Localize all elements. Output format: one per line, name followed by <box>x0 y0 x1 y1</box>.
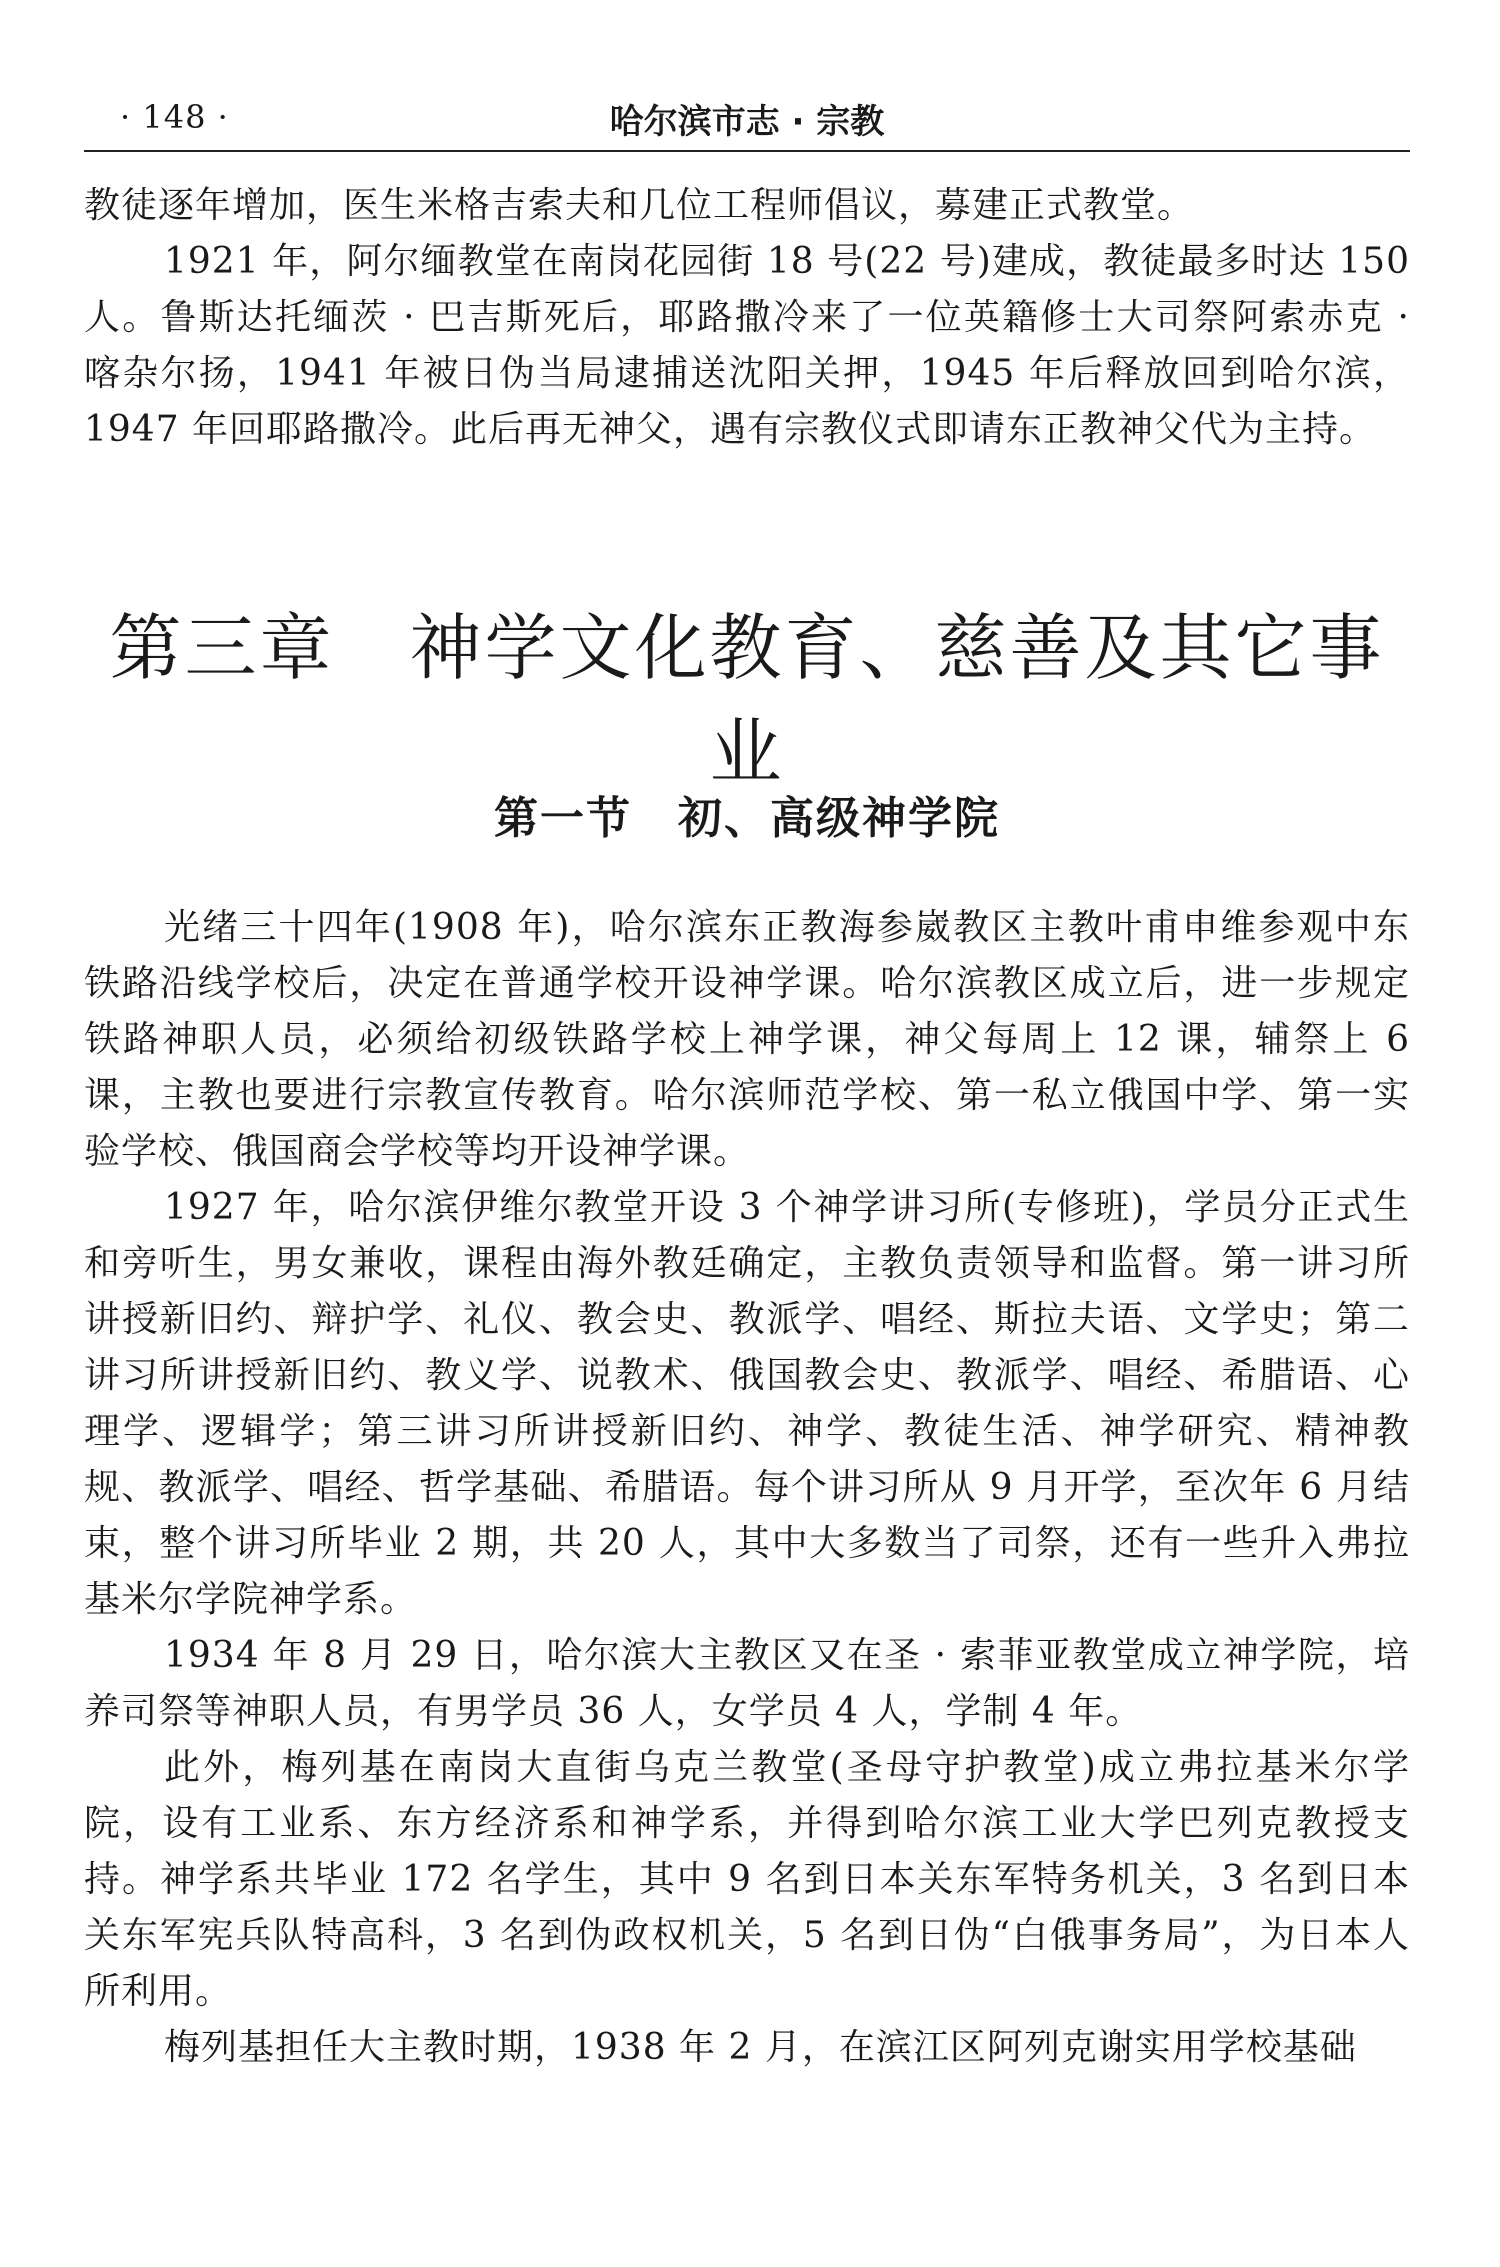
running-title: 哈尔滨市志 · 宗教 <box>609 102 885 142</box>
paragraph: 教徒逐年增加，医生米格吉索夫和几位工程师倡议，募建正式教堂。 <box>84 185 1195 226</box>
paragraph: 1921 年，阿尔缅教堂在南岗花园街 18 号(22 号)建成，教徒最多时达 150 人。鲁斯达托缅茨 · 巴吉斯死后，耶路撒冷来了一位英籍修士大司祭阿索赤克 · 喀杂尔扬，1941 年被日伪当局逮捕送沈阳关押，1945 年后释放回到哈尔滨，1947 年回耶路撒冷。此后再无神父，遇有宗教仪式即请东正教神父代为主持。 <box>84 241 1410 450</box>
paragraph: 光绪三十四年(1908 年)，哈尔滨东正教海参崴教区主教叶甫申维参观中东铁路沿线学校后，决定在普通学校开设神学课。哈尔滨教区成立后，进一步规定铁路神职人员，必须给初级铁路学校上神学课，神父每周上 12 课，辅祭上 6 课，主教也要进行宗教宣传教育。哈尔滨师范学校、第一私立俄国中学、第一实验学校、俄国商会学校等均开设神学课。 <box>84 907 1410 1172</box>
section-text-block <box>84 900 1410 2076</box>
chapter-title: 第三章 神学文化教育、慈善及其它事业 <box>109 606 1385 794</box>
paragraph: 1934 年 8 月 29 日，哈尔滨大主教区又在圣 · 索菲亚教堂成立神学院，培养司祭等神职人员，有男学员 36 人，女学员 4 人，学制 4 年。 <box>84 1635 1410 1732</box>
header-rule <box>84 150 1410 152</box>
intro-text-block <box>84 178 1410 458</box>
paragraph: 1927 年，哈尔滨伊维尔教堂开设 3 个神学讲习所(专修班)，学员分正式生和旁听生，男女兼收，课程由海外教廷确定，主教负责领导和监督。第一讲习所讲授新旧约、辩护学、礼仪、教会史、教派学、唱经、斯拉夫语、文学史；第二讲习所讲授新旧约、教义学、说教术、俄国教会史、教派学、唱经、希腊语、心理学、逻辑学；第三讲习所讲授新旧约、神学、教徒生活、神学研究、精神教规、教派学、唱经、哲学基础、希腊语。每个讲习所从 9 月开学，至次年 6 月结束，整个讲习所毕业 2 期，共 20 人，其中大多数当了司祭，还有一些升入弗拉基米尔学院神学系。 <box>84 1187 1410 1620</box>
paragraph: 此外，梅列基在南岗大直街乌克兰教堂(圣母守护教堂)成立弗拉基米尔学院，设有工业系、东方经济系和神学系，并得到哈尔滨工业大学巴列克教授支持。神学系共毕业 172 名学生，其中 9 名到日本关东军特务机关，3 名到日本关东军宪兵队特高科，3 名到伪政权机关，5 名到日伪“白俄事务局”，为日本人所利用。 <box>84 1747 1410 2012</box>
page-number: · 148 · <box>120 98 229 136</box>
paragraph: 梅列基担任大主教时期，1938 年 2 月，在滨江区阿列克谢实用学校基础 <box>164 2027 1357 2068</box>
page-header <box>84 92 1410 148</box>
section-title: 第一节 初、高级神学院 <box>494 793 1000 844</box>
